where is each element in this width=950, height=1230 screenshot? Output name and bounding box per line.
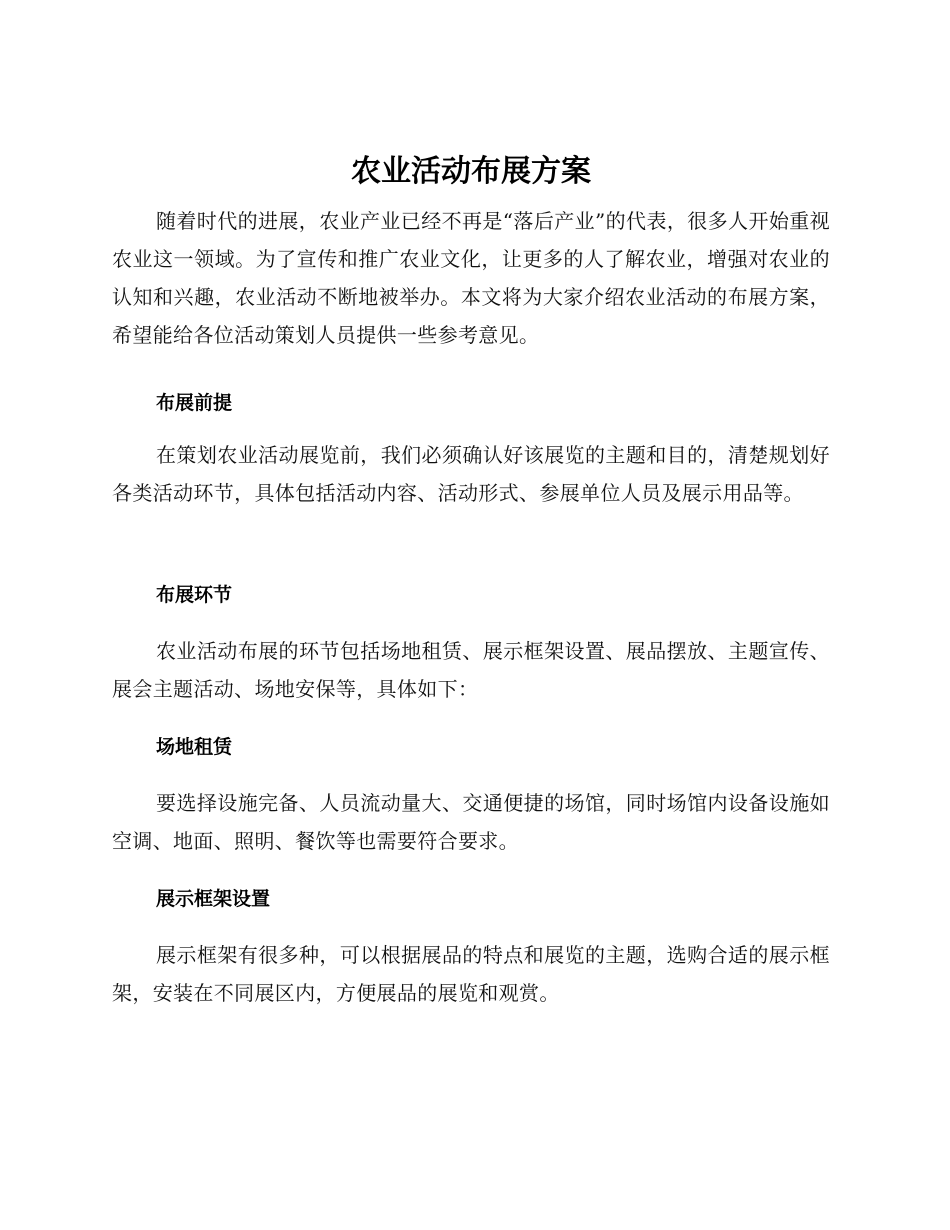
section-heading-venue-rental: 场地租赁 xyxy=(156,736,233,758)
document-title: 农业活动布展方案 xyxy=(351,154,591,189)
section-heading-steps: 布展环节 xyxy=(156,584,233,606)
section-body-steps: 农业活动布展的环节包括场地租赁、展示框架设置、展品摆放、主题宣传、展会主题活动、场地安保等，具体如下： xyxy=(112,639,830,701)
intro-paragraph: 随着时代的进展，农业产业已经不再是“落后产业”的代表，很多人开始重视农业这一领域。为了宣传和推广农业文化，让更多的人了解农业，增强对农业的认知和兴趣，农业活动不断地被举办。本文将为大家介绍农业活动的布展方案，希望能给各位活动策划人员提供一些参考意见。 xyxy=(112,209,830,347)
section-body-prerequisite: 在策划农业活动展览前，我们必须确认好该展览的主题和目的，清楚规划好各类活动环节，具体包括活动内容、活动形式、参展单位人员及展示用品等。 xyxy=(112,443,830,505)
section-heading-prerequisite: 布展前提 xyxy=(156,392,233,414)
section-body-display-frame: 展示框架有很多种，可以根据展品的特点和展览的主题，选购合适的展示框架，安装在不同展区内，方便展品的展览和观赏。 xyxy=(112,943,830,1005)
section-heading-display-frame: 展示框架设置 xyxy=(156,888,271,910)
section-body-venue-rental: 要选择设施完备、人员流动量大、交通便捷的场馆，同时场馆内设备设施如空调、地面、照明、餐饮等也需要符合要求。 xyxy=(112,791,830,853)
